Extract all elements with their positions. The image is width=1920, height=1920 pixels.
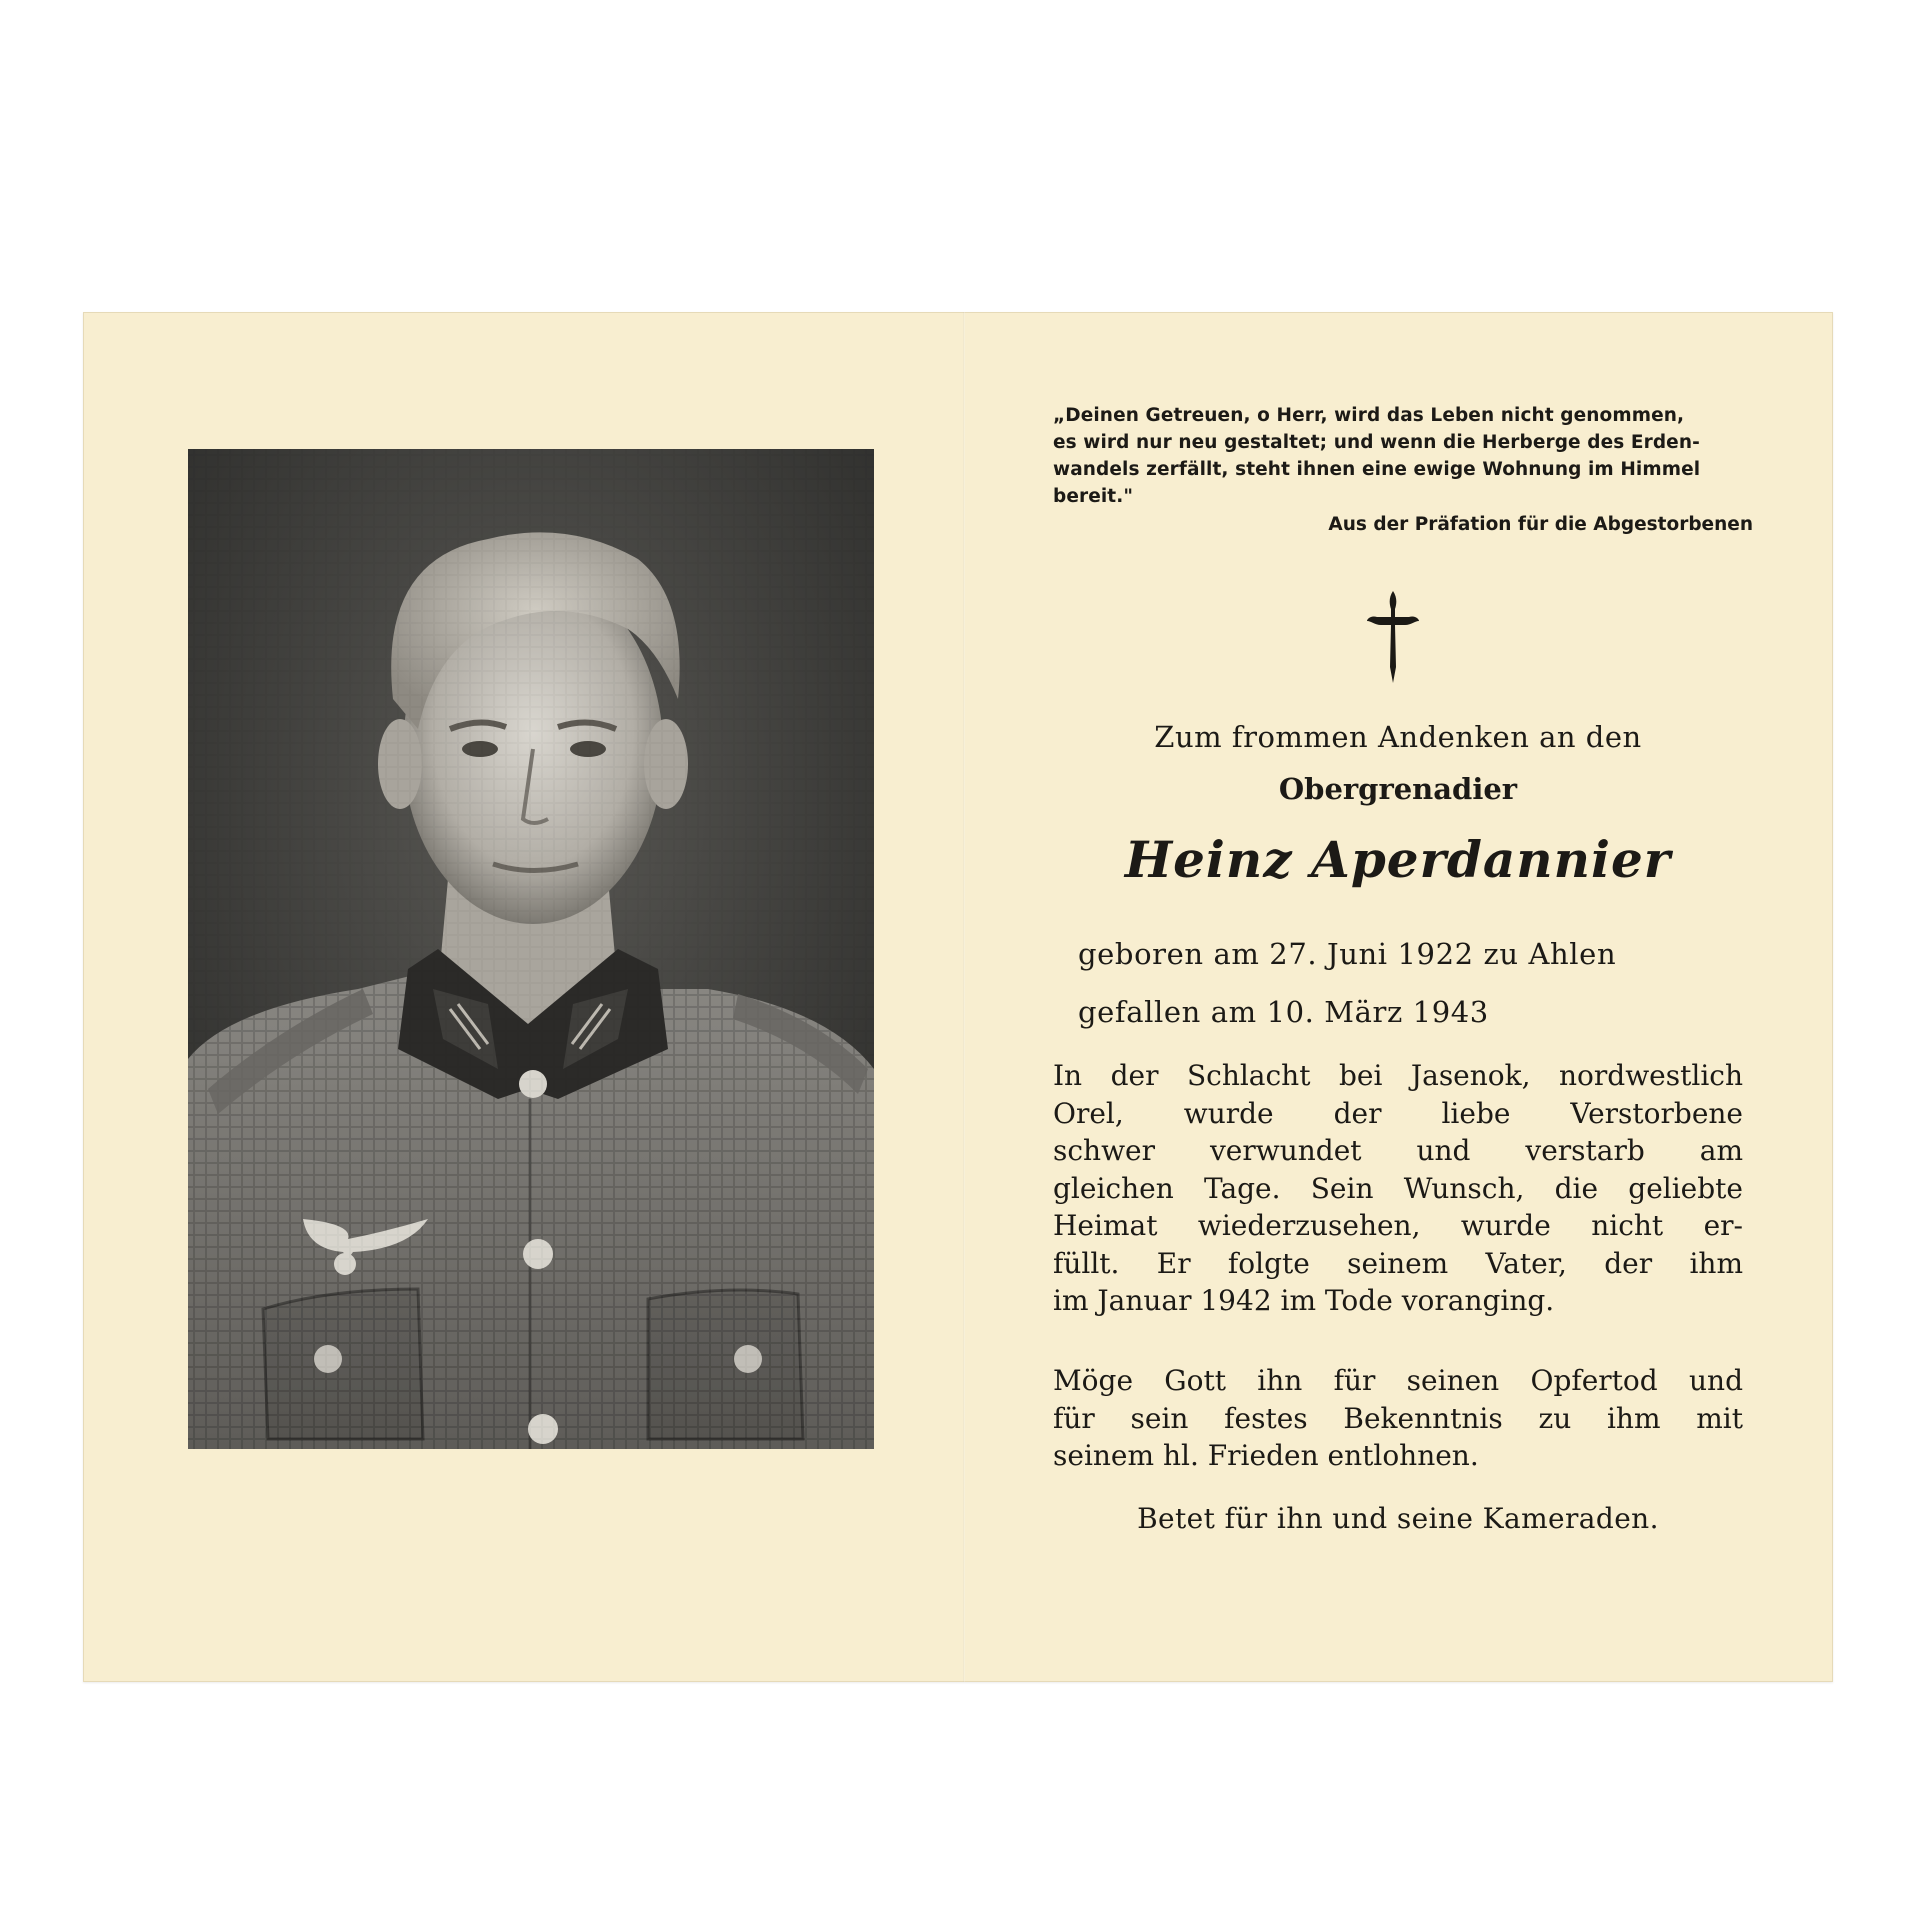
closing-prayer: Betet für ihn und seine Kameraden. <box>1137 1502 1659 1535</box>
military-rank: Obergrenadier <box>1278 772 1518 806</box>
prayer-paragraph <box>1053 1362 1743 1475</box>
body-line: In der Schlacht bei Jasenok, nordwestlich <box>1053 1059 1743 1092</box>
body-line: seinem hl. Frieden entlohnen. <box>1053 1439 1479 1472</box>
card-fold <box>963 312 965 1682</box>
quote-source: Aus der Präfation für die Abgestorbenen <box>1328 514 1753 535</box>
body-line: gleichen Tage. Sein Wunsch, die geliebte <box>1053 1171 1743 1205</box>
portrait-illustration <box>188 449 874 1449</box>
scripture-quote <box>1053 402 1753 510</box>
body-line: füllt. Er folgte seinem Vater, der ihm <box>1053 1246 1743 1280</box>
quote-line: es wird nur neu gestaltet; und wenn die Herberge des Erden- <box>1053 432 1700 453</box>
cross-icon <box>1363 587 1423 687</box>
memorial-card <box>83 312 1833 1682</box>
body-line: schwer verwundet und verstarb am <box>1053 1134 1743 1167</box>
quote-line: „Deinen Getreuen, o Herr, wird das Leben nicht genommen, <box>1053 405 1685 426</box>
deceased-name: Heinz Aperdannier <box>1124 830 1672 889</box>
birth-date-line: geboren am 27. Juni 1922 zu Ahlen <box>1078 937 1617 971</box>
body-line: Orel, wurde der liebe Verstorbene <box>1053 1096 1743 1130</box>
body-line: für sein festes Bekenntnis zu ihm mit <box>1053 1401 1743 1435</box>
soldier-portrait-photo <box>188 449 874 1449</box>
body-line: Heimat wiederzusehen, wurde nicht er- <box>1053 1209 1743 1242</box>
death-date-line: gefallen am 10. März 1943 <box>1078 995 1489 1029</box>
body-line: Möge Gott ihn für seinen Opfertod und <box>1053 1364 1743 1397</box>
memorial-text-column <box>1053 402 1753 1535</box>
body-line: im Januar 1942 im Tode voranging. <box>1053 1284 1555 1317</box>
quote-line: bereit." <box>1053 486 1134 507</box>
dedication-line: Zum frommen Andenken an den <box>1154 720 1642 754</box>
quote-line: wandels zerfällt, steht ihnen eine ewige Wohnung im Himmel <box>1053 459 1701 480</box>
biography-paragraph <box>1053 1057 1743 1320</box>
